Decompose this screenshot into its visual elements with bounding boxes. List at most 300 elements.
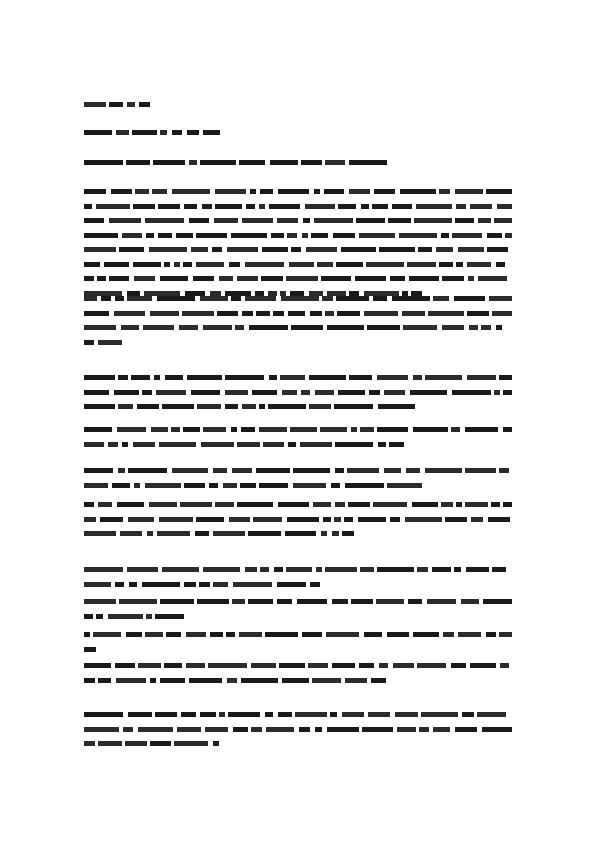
text-word-mark: [164, 663, 182, 668]
paragraph-line: [84, 529, 354, 538]
text-word-mark: [455, 727, 477, 732]
text-word-mark: [98, 741, 122, 746]
text-word-mark: [128, 468, 167, 473]
text-word-mark: [384, 390, 405, 395]
text-word-mark: [278, 502, 309, 507]
text-word-mark: [408, 599, 422, 604]
text-word-mark: [342, 712, 364, 717]
text-word-mark: [116, 678, 146, 683]
text-word-mark: [240, 483, 256, 488]
text-word-mark: [225, 390, 248, 395]
text-word-mark: [213, 468, 227, 473]
text-word-mark: [229, 262, 240, 267]
text-word-mark: [374, 189, 395, 194]
text-word-mark: [300, 442, 332, 447]
text-word-mark: [390, 276, 405, 281]
text-word-mark: [125, 741, 147, 746]
text-word-mark: [293, 483, 326, 488]
text-word-mark: [84, 483, 108, 488]
text-word-mark: [497, 204, 512, 209]
text-word-mark: [261, 276, 283, 281]
text-word-mark: [302, 632, 322, 637]
text-word-mark: [445, 517, 467, 522]
text-word-mark: [84, 189, 106, 194]
text-word-mark: [172, 189, 210, 194]
text-word-mark: [213, 531, 245, 536]
text-word-mark: [469, 325, 478, 330]
text-word-mark: [322, 296, 333, 301]
text-word-mark: [200, 296, 228, 301]
text-word-mark: [413, 427, 448, 432]
text-word-mark: [471, 517, 483, 522]
text-word-mark: [358, 517, 386, 522]
text-word-mark: [425, 468, 462, 473]
text-word-mark: [242, 311, 253, 316]
text-word-mark: [486, 632, 496, 637]
text-word-mark: [344, 517, 353, 522]
text-word-mark: [441, 233, 449, 238]
text-word-mark: [454, 567, 461, 572]
text-word-mark: [181, 712, 196, 717]
text-word-mark: [441, 502, 453, 507]
text-word-mark: [260, 189, 273, 194]
text-word-mark: [248, 599, 273, 604]
text-word-mark: [470, 663, 496, 668]
text-word-mark: [263, 442, 284, 447]
text-word-mark: [314, 189, 320, 194]
paragraph-line: [84, 245, 512, 254]
text-word-mark: [455, 218, 474, 223]
text-word-mark: [145, 483, 181, 488]
text-word-mark: [166, 632, 181, 637]
text-word-mark: [348, 502, 370, 507]
text-word-mark: [265, 712, 273, 717]
text-word-mark: [118, 468, 125, 473]
text-word-mark: [327, 325, 364, 330]
text-word-mark: [162, 404, 194, 409]
text-word-mark: [461, 599, 479, 604]
text-word-mark: [262, 247, 288, 252]
text-word-mark: [336, 296, 369, 301]
text-word-mark: [390, 517, 400, 522]
text-word-mark: [417, 663, 446, 668]
text-word-mark: [299, 727, 310, 732]
text-word-mark: [334, 517, 341, 522]
paragraph-line: [84, 216, 512, 225]
text-word-mark: [228, 712, 260, 717]
text-word-mark: [333, 233, 355, 238]
text-word-mark: [278, 712, 292, 717]
text-word-mark: [177, 727, 201, 732]
text-word-mark: [286, 567, 312, 572]
text-word-mark: [259, 483, 288, 488]
text-word-mark: [154, 375, 160, 380]
text-word-mark: [362, 727, 393, 732]
text-word-mark: [367, 325, 400, 330]
text-word-mark: [286, 276, 318, 281]
text-word-mark: [196, 262, 224, 267]
text-word-mark: [371, 678, 386, 683]
text-word-mark: [84, 404, 115, 409]
text-word-mark: [312, 678, 341, 683]
text-word-mark: [309, 404, 331, 409]
text-word-mark: [147, 531, 153, 536]
text-word-mark: [203, 325, 232, 330]
text-word-mark: [277, 599, 292, 604]
text-word-mark: [273, 311, 284, 316]
text-word-mark: [142, 390, 152, 395]
text-word-mark: [241, 678, 278, 683]
text-word-mark: [360, 427, 374, 432]
text-word-mark: [266, 727, 294, 732]
text-word-mark: [377, 375, 408, 380]
text-word-mark: [421, 712, 458, 717]
text-word-mark: [126, 160, 150, 165]
text-word-mark: [201, 442, 234, 447]
paragraph-line: [84, 202, 512, 211]
text-word-mark: [210, 632, 223, 637]
paragraph-line: [84, 645, 96, 654]
text-word-mark: [249, 325, 288, 330]
text-word-mark: [84, 102, 106, 107]
text-word-mark: [338, 390, 365, 395]
text-word-mark: [123, 727, 133, 732]
text-word-mark: [219, 276, 233, 281]
text-word-mark: [451, 663, 466, 668]
text-word-mark: [397, 727, 416, 732]
text-word-mark: [134, 276, 155, 281]
text-word-mark: [297, 599, 327, 604]
text-word-mark: [336, 262, 363, 267]
text-word-mark: [309, 375, 346, 380]
text-word-mark: [413, 375, 422, 380]
paragraph-line: [84, 466, 512, 475]
paragraph-line: [84, 338, 122, 347]
text-word-mark: [494, 218, 512, 223]
text-word-mark: [152, 189, 167, 194]
text-word-mark: [146, 614, 152, 619]
text-word-mark: [171, 427, 180, 432]
text-word-mark: [277, 582, 306, 587]
paragraph-line: [84, 323, 512, 332]
text-word-mark: [109, 102, 123, 107]
text-word-mark: [157, 296, 195, 301]
text-word-mark: [189, 218, 209, 223]
text-word-mark: [208, 663, 247, 668]
text-word-mark: [314, 218, 353, 223]
text-word-mark: [109, 276, 129, 281]
text-word-mark: [368, 712, 390, 717]
text-word-mark: [119, 599, 157, 604]
text-word-mark: [487, 247, 508, 252]
text-word-mark: [325, 567, 357, 572]
paragraph-line: [84, 402, 424, 411]
text-word-mark: [84, 663, 111, 668]
text-word-mark: [458, 632, 481, 637]
text-word-mark: [197, 404, 221, 409]
text-word-mark: [338, 204, 356, 209]
text-word-mark: [142, 582, 180, 587]
text-word-mark: [291, 247, 301, 252]
text-word-mark: [413, 632, 439, 637]
text-word-mark: [84, 632, 90, 637]
text-word-mark: [229, 517, 250, 522]
text-word-mark: [295, 712, 327, 717]
text-word-mark: [325, 160, 345, 165]
text-word-mark: [288, 311, 305, 316]
text-word-mark: [209, 483, 218, 488]
text-word-mark: [315, 727, 322, 732]
text-word-mark: [128, 517, 154, 522]
paragraph-line: [84, 500, 512, 509]
text-word-mark: [146, 233, 154, 238]
text-word-mark: [117, 502, 144, 507]
text-word-mark: [128, 712, 152, 717]
text-word-mark: [237, 276, 258, 281]
text-word-mark: [402, 311, 425, 316]
text-word-mark: [203, 567, 240, 572]
text-word-mark: [149, 247, 187, 252]
text-word-mark: [335, 468, 344, 473]
text-word-mark: [189, 678, 222, 683]
text-word-mark: [93, 632, 121, 637]
text-word-mark: [84, 678, 95, 683]
text-word-mark: [373, 296, 387, 301]
text-word-mark: [291, 325, 323, 330]
text-word-mark: [189, 160, 197, 165]
text-word-mark: [349, 189, 370, 194]
text-word-mark: [376, 599, 404, 604]
text-word-mark: [231, 233, 267, 238]
text-word-mark: [233, 727, 248, 732]
text-word-mark: [84, 247, 116, 252]
text-word-mark: [467, 375, 496, 380]
text-word-mark: [84, 727, 119, 732]
text-word-mark: [98, 340, 122, 345]
text-word-mark: [372, 204, 388, 209]
text-word-mark: [196, 233, 227, 238]
text-word-mark: [308, 663, 328, 668]
text-word-mark: [478, 276, 507, 281]
text-word-mark: [409, 276, 439, 281]
text-word-mark: [342, 531, 354, 536]
text-word-mark: [108, 442, 118, 447]
text-word-mark: [127, 102, 135, 107]
text-word-mark: [500, 663, 509, 668]
text-word-mark: [98, 678, 111, 683]
text-word-mark: [388, 218, 411, 223]
text-word-mark: [455, 189, 483, 194]
text-word-mark: [133, 204, 155, 209]
text-word-mark: [349, 375, 372, 380]
text-word-mark: [403, 325, 437, 330]
text-word-mark: [137, 404, 159, 409]
text-word-mark: [84, 442, 104, 447]
text-word-mark: [418, 247, 432, 252]
text-word-mark: [462, 712, 474, 717]
paragraph-line: [84, 231, 512, 240]
text-word-mark: [253, 517, 282, 522]
text-word-mark: [114, 390, 139, 395]
text-word-mark: [345, 483, 384, 488]
text-word-mark: [281, 296, 319, 301]
text-word-mark: [481, 325, 491, 330]
paragraph-line: [84, 661, 512, 670]
text-word-mark: [324, 189, 344, 194]
text-word-mark: [84, 427, 112, 432]
text-word-mark: [187, 375, 222, 380]
text-word-mark: [122, 233, 142, 238]
text-word-mark: [483, 599, 512, 604]
text-word-mark: [126, 632, 142, 637]
text-word-mark: [361, 204, 369, 209]
text-word-mark: [427, 599, 456, 604]
text-word-mark: [345, 678, 367, 683]
text-word-mark: [246, 204, 255, 209]
text-word-mark: [334, 404, 373, 409]
text-word-mark: [219, 712, 225, 717]
text-word-mark: [84, 233, 118, 238]
text-word-mark: [377, 567, 414, 572]
text-word-mark: [392, 204, 412, 209]
paragraph-line: [84, 676, 386, 685]
text-word-mark: [425, 375, 462, 380]
text-word-mark: [377, 427, 408, 432]
text-word-mark: [289, 262, 314, 267]
text-word-mark: [118, 375, 128, 380]
text-word-mark: [400, 189, 436, 194]
text-word-mark: [458, 247, 484, 252]
text-word-mark: [466, 567, 489, 572]
text-word-mark: [139, 102, 150, 107]
text-word-mark: [256, 468, 290, 473]
text-word-mark: [330, 712, 337, 717]
text-word-mark: [310, 582, 320, 587]
text-word-mark: [251, 727, 262, 732]
paragraph-line: [84, 440, 404, 449]
text-word-mark: [378, 404, 415, 409]
text-word-mark: [120, 531, 142, 536]
text-word-mark: [379, 247, 415, 252]
text-word-mark: [172, 130, 182, 135]
text-word-mark: [119, 247, 144, 252]
text-word-mark: [214, 218, 238, 223]
text-word-mark: [174, 262, 180, 267]
text-word-mark: [191, 247, 208, 252]
text-word-mark: [202, 204, 212, 209]
text-word-mark: [268, 404, 306, 409]
text-word-mark: [366, 262, 404, 267]
paragraph-line: [84, 612, 184, 621]
text-word-mark: [351, 599, 373, 604]
text-word-mark: [184, 582, 196, 587]
text-word-mark: [197, 599, 229, 604]
paragraph-line: [84, 725, 512, 734]
paragraph-line: [84, 481, 424, 490]
text-word-mark: [84, 375, 115, 380]
text-word-mark: [241, 427, 255, 432]
text-word-mark: [242, 218, 273, 223]
text-word-mark: [223, 483, 237, 488]
text-word-mark: [98, 502, 112, 507]
text-word-mark: [84, 517, 96, 522]
text-word-mark: [84, 218, 104, 223]
text-word-mark: [417, 567, 428, 572]
text-word-mark: [378, 442, 386, 447]
text-word-mark: [145, 218, 184, 223]
paragraph-line: [84, 260, 512, 269]
text-word-mark: [84, 741, 95, 746]
text-word-mark: [492, 311, 512, 316]
text-word-mark: [97, 276, 106, 281]
text-word-mark: [225, 404, 238, 409]
text-word-mark: [499, 375, 512, 380]
header-line: [84, 100, 150, 109]
text-word-mark: [176, 233, 193, 238]
text-word-mark: [165, 375, 183, 380]
paragraph-line: [84, 710, 512, 719]
text-word-mark: [153, 160, 185, 165]
text-word-mark: [155, 712, 177, 717]
text-word-mark: [487, 233, 502, 238]
text-word-mark: [200, 160, 236, 165]
text-word-mark: [143, 325, 174, 330]
text-word-mark: [323, 517, 331, 522]
text-word-mark: [428, 311, 464, 316]
text-word-mark: [180, 502, 212, 507]
text-word-mark: [100, 517, 123, 522]
text-word-mark: [259, 404, 265, 409]
text-word-mark: [478, 218, 491, 223]
text-word-mark: [259, 427, 287, 432]
text-word-mark: [101, 296, 111, 301]
text-word-mark: [442, 276, 464, 281]
text-word-mark: [242, 404, 256, 409]
text-word-mark: [160, 276, 188, 281]
text-word-mark: [134, 483, 140, 488]
text-word-mark: [127, 296, 152, 301]
text-word-mark: [442, 325, 464, 330]
text-word-mark: [184, 483, 205, 488]
text-word-mark: [84, 502, 94, 507]
text-word-mark: [503, 502, 512, 507]
text-word-mark: [491, 502, 500, 507]
text-word-mark: [399, 233, 437, 238]
paragraph-line: [84, 294, 512, 303]
text-word-mark: [160, 599, 194, 604]
text-word-mark: [159, 442, 196, 447]
text-word-mark: [127, 567, 158, 572]
text-word-mark: [503, 390, 512, 395]
text-word-mark: [468, 276, 474, 281]
text-word-mark: [157, 531, 190, 536]
text-word-mark: [245, 567, 257, 572]
text-word-mark: [213, 741, 219, 746]
text-word-mark: [121, 325, 139, 330]
text-word-mark: [347, 468, 379, 473]
text-word-mark: [231, 296, 241, 301]
paragraph-line: [84, 739, 224, 748]
text-word-mark: [433, 727, 450, 732]
text-word-mark: [505, 233, 512, 238]
text-word-mark: [456, 262, 463, 267]
text-word-mark: [416, 204, 452, 209]
text-word-mark: [492, 567, 506, 572]
paragraph-line: [84, 565, 512, 574]
text-word-mark: [436, 247, 453, 252]
text-word-mark: [96, 204, 130, 209]
text-word-mark: [465, 468, 496, 473]
